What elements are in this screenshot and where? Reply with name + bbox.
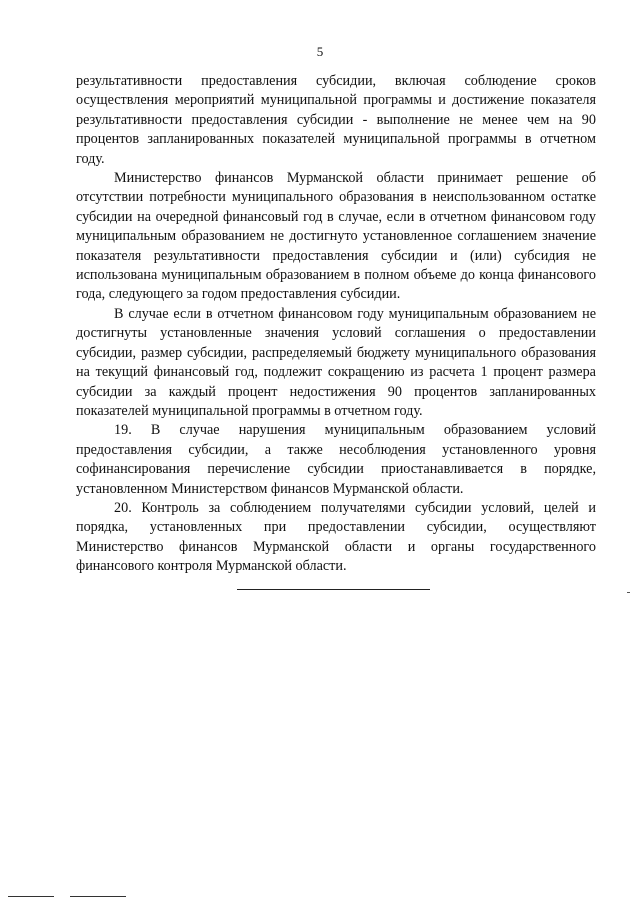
page-number: 5	[316, 44, 324, 59]
footer-rule-left	[8, 896, 54, 897]
document-body	[76, 72, 596, 577]
paragraph-ministry-decision: Министерство финансов Мурманской области принимает решение об отсутствии потребности муниципального образования в неиспользованном остатке субсидии на очередной финансовый год в случае, если в отчетном финансовом году муниципальным образованием не достигнуто установленное соглашением значение показателя результативности предоставления субсидии и (или) субсидия не использована муниципальным образованием в полном объеме до конца финансового года, следующего за годом предоставления субсидии.	[76, 170, 596, 303]
scan-mark	[627, 592, 630, 593]
paragraph-continuation: результативности предоставления субсидии, включая соблюдение сроков осуществления мероприятий муниципальной программы и достижение показателя результативности предоставления субсидии - выполнение не менее чем на 90 процентов запланированных показателей муниципальной программы в отчетном году.	[76, 73, 596, 167]
paragraph-subsidy-reduction: В случае если в отчетном финансовом году муниципальным образованием не достигнуты установленные значения условий соглашения о предоставлении субсидии, размер субсидии, распределяемый бюджету муниципального образования на текущий финансовый год, подлежит сокращению из расчета 1 процент размера субсидии за каждый процент недостижения 90 процентов запланированных показателей муниципальной программы в отчетном году.	[76, 305, 596, 419]
end-of-text-rule	[237, 589, 430, 590]
footer-rule-right	[70, 896, 126, 897]
paragraph-clause-19: 19. В случае нарушения муниципальным образованием условий предоставления субсидии, а также несоблюдения установленного уровня софинансирования перечисление субсидии приостанавливается в порядке, установленном Министерством финансов Мурманской области.	[76, 422, 596, 497]
paragraph-clause-20: 20. Контроль за соблюдением получателями субсидии условий, целей и порядка, установленных при предоставлении субсидии, осуществляют Министерство финансов Мурманской области и органы государственного финансового контроля Мурманской области.	[76, 499, 596, 575]
